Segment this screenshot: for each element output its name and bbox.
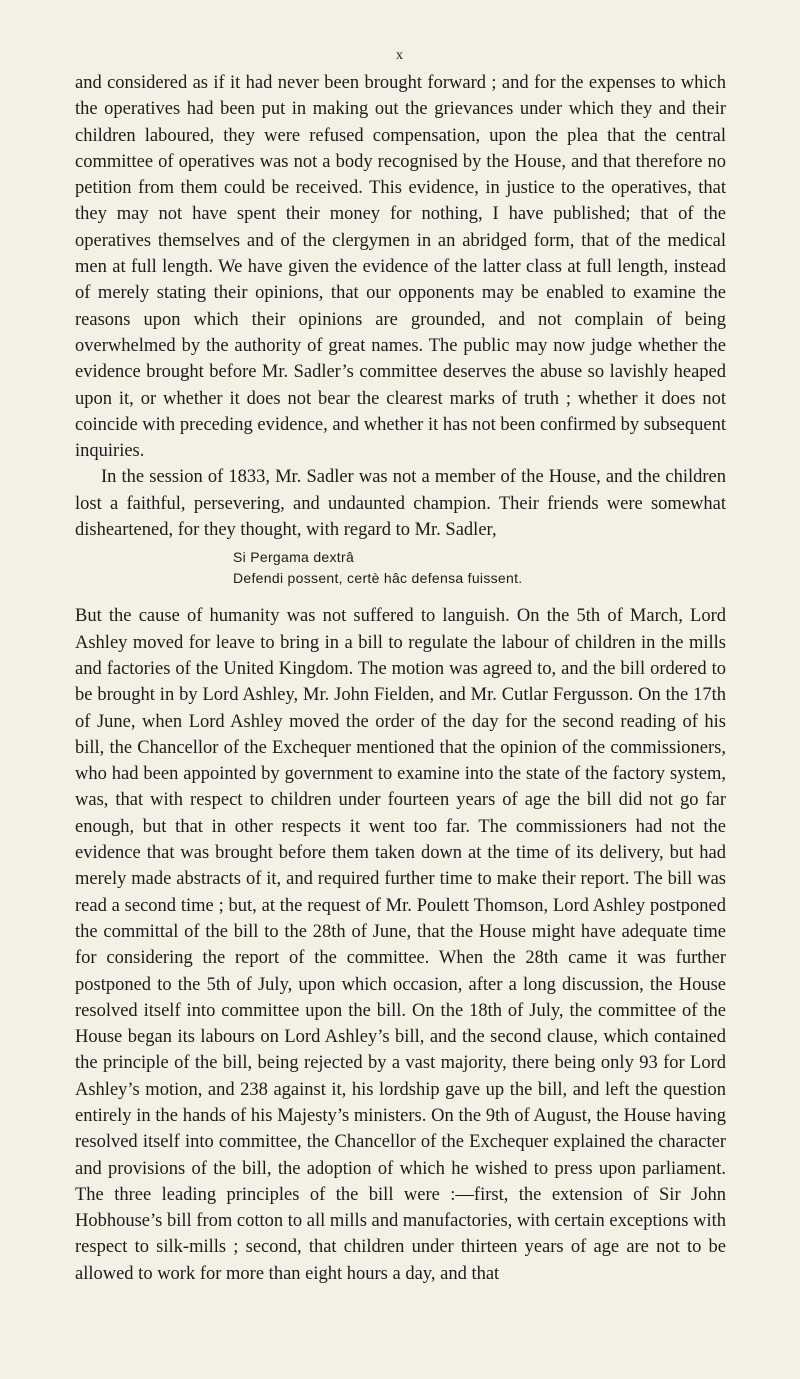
paragraph-1: and considered as if it had never been brought forward ; and for the expenses to which the operatives had been put in making out the grievances under which they and their children laboured, they were refused compensation, upon the plea that the central committee of operatives was not a body recognised by the House, and that therefore no petition from them could be received. This evidence, in justice to the operatives, that they may not have spent their money for nothing, I have published; that of the operatives themselves and of the clergymen in an abridged form, that of the medical men at full length. We have given the evidence of the latter class at full length, instead of merely stating their opinions, that our opponents may be enabled to examine the reasons upon which their opinions are grounded, and not complain of being overwhelmed by the authority of great names. The public may now judge whether the evidence brought before Mr. Sadler’s committee deserves the abuse so lavishly heaped upon it, or whether it does not bear the clearest marks of truth ; whether it does not coincide with preceding evidence, and whether it has not been confirmed by subsequent inquiries. (75, 73, 726, 462)
paragraph-3: But the cause of humanity was not suffered to languish. On the 5th of March, Lord Ashley moved for leave to bring in a bill to regulate the labour of children in the mills and factories of the United Kingdom. The motion was agreed to, and the bill ordered to be brought in by Lord Ashley, Mr. John Fielden, and Mr. Cutlar Fergusson. On the 17th of June, when Lord Ashley moved the order of the day for the second reading of his bill, the Chancellor of the Exchequer mentioned that the opinion of the commissioners, who had been appointed by government to examine into the state of the factory system, was, that with respect to children under fourteen years of age the bill did not go far enough, but that in other respects it went too far. The commissioners had not the evidence that was brought before them taken down at the time of its delivery, but had merely made abstracts of it, and required further time to make their report. The bill was read a second time ; but, at the request of Mr. Poulett Thomson, Lord Ashley postponed the committal of the bill to the 28th of June, that the House might have adequate time for considering the report of the committee. When the 28th came it was further postponed to the 5th of July, upon which occasion, after a long discussion, the House resolved itself into committee upon the bill. On the 18th of July, the committee of the House began its labours on Lord Ashley’s bill, and the second clause, which contained the principle of the bill, being rejected by a vast majority, there being only 93 for Lord Ashley’s motion, and 238 against it, his lordship gave up the bill, and left the question entirely in the hands of his Majesty’s ministers. On the 9th of August, the House having resolved itself into committee, the Chancellor of the Exchequer explained the character and provisions of the bill, the adoption of which he wished to press upon parliament. The three leading principles of the bill were :—first, the extension of Sir John Hobhouse’s bill from cotton to all mills and manufactories, with certain exceptions with respect to silk-mills ; second, that children under thirteen years of age are not to be allowed to work for more than eight hours a day, and that (75, 606, 726, 1284)
quote-line-1: Si Pergama dextrâ (233, 549, 355, 566)
latin-quotation (75, 547, 726, 589)
quote-line-2: Defendi possent, certè hâc defensa fuissent. (233, 570, 523, 587)
page-number: x (396, 48, 404, 63)
body-text (75, 70, 726, 1287)
paragraph-2: In the session of 1833, Mr. Sadler was not a member of the House, and the children lost a faithful, persevering, and undaunted champion. Their friends were somewhat disheartened, for they thought, with regard to Mr. Sadler, (75, 467, 726, 541)
